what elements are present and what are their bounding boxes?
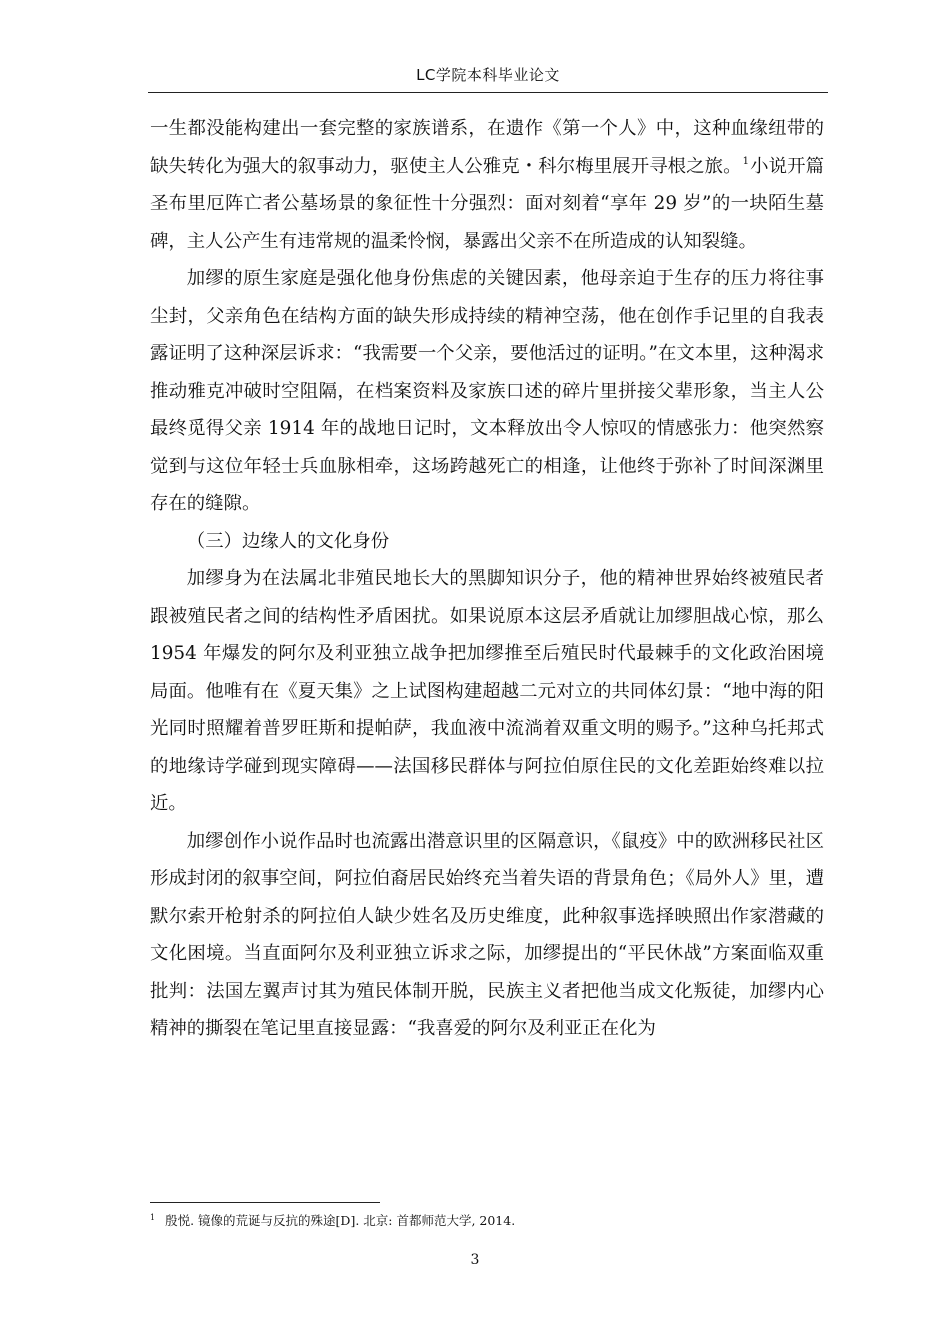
paragraph-4: 加缪创作小说作品时也流露出潜意识里的区隔意识，《鼠疫》中的欧洲移民社区形成封闭的叙事空间，阿拉伯裔居民始终充当着失语的背景角色；《局外人》里，遭默尔索开枪射杀的阿拉伯人缺少姓名及历史维度，此种叙事选择映照出作家潜藏的文化困境。当直面阿尔及利亚独立诉求之际，加缪提出的“平民休战”方案面临双重批判：法国左翼声讨其为殖民体制开脱，民族主义者把他当成文化叛徒，加缪内心精神的撕裂在笔记里直接显露：“我喜爱的阿尔及利亚正在化为 [150,830,824,1039]
section-heading: （三）边缘人的文化身份 [186,530,390,552]
paragraph-1 [150,110,824,260]
footnote [150,1212,824,1230]
paragraph-2: 加缪的原生家庭是强化他身份焦虑的关键因素，他母亲迫于生存的压力将往事尘封，父亲角色在结构方面的缺失形成持续的精神空荡，他在创作手记里的自我表露证明了这种深层诉求：“我需要一个父亲，要他活过的证明。”在文本里，这种渴求推动雅克冲破时空阻隔，在档案资料及家族口述的碎片里拼接父辈形象，当主人公最终觅得父亲 1914 年的战地日记时，文本释放出令人惊叹的情感张力：他突然察觉到与这位年轻士兵血脉相牵，这场跨越死亡的相逢，让他终于弥补了时间深渊里存在的缝隙。 [150,268,824,514]
paragraph-3: 加缪身为在法属北非殖民地长大的黑脚知识分子，他的精神世界始终被殖民者跟被殖民者之间的结构性矛盾困扰。如果说原本这层矛盾就让加缪胆战心惊，那么 1954 年爆发的阿尔及利亚独立战争把加缪推至后殖民时代最棘手的文化政治困境局面。他唯有在《夏天集》之上试图构建超越二元对立的共同体幻景：“地中海的阳光同时照耀着普罗旺斯和提帕萨，我血液中流淌着双重文明的赐予。”这种乌托邦式的地缘诗学碰到现实障碍——法国移民群体与阿拉伯原住民的文化差距始终难以拉近。 [150,568,824,814]
paragraph-1-part-a: 一生都没能构建出一套完整的家族谱系，在遗作《第一个人》中，这种血缘纽带的缺失转化为强大的叙事动力，驱使主人公雅克・科尔梅里展开寻根之旅。 [150,118,824,177]
footnote-mark: 1 [150,1212,156,1222]
footnote-divider [150,1202,380,1203]
footnote-reference[interactable]: 1 [742,156,750,168]
page-header [148,64,828,93]
body-text [150,110,824,1048]
header-title: LC学院本科毕业论文 [416,66,560,84]
footnote-text: 殷悦. 镜像的荒诞与反抗的殊途[D]. 北京: 首都师范大学, 2014. [165,1213,516,1228]
paragraph-1-part-b: 小说开篇圣布里厄阵亡者公墓场景的象征性十分强烈：面对刻着“享年 29 岁”的一块陌生墓碑，主人公产生有违常规的温柔怜悯，暴露出父亲不在所造成的认知裂缝。 [150,155,824,252]
page-number: 3 [470,1252,480,1268]
